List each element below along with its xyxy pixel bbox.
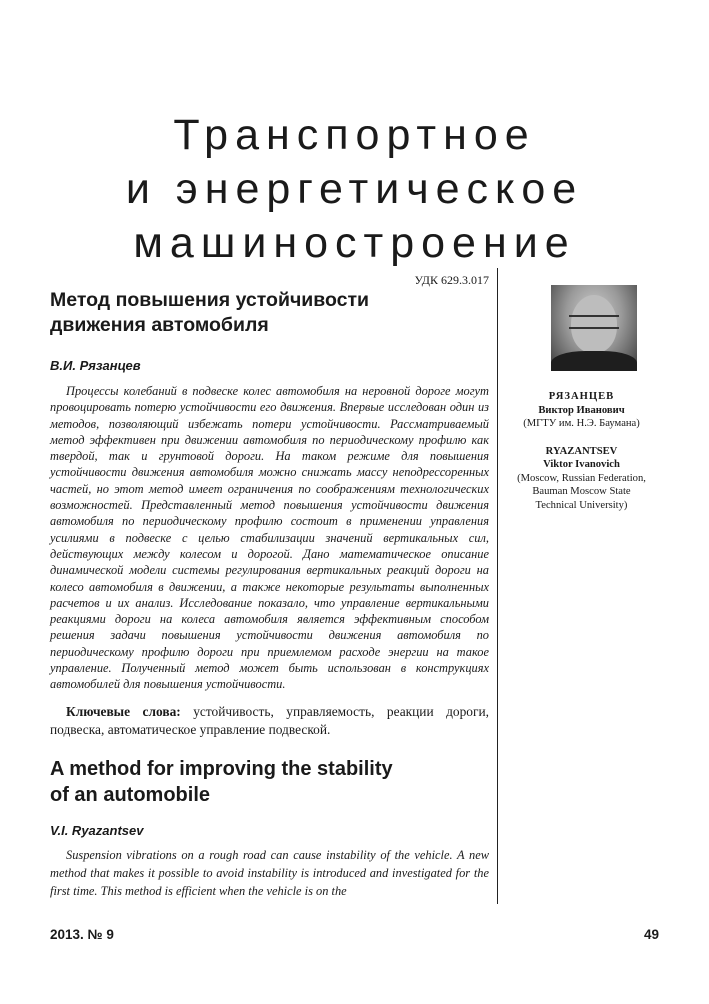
page-footer	[50, 927, 659, 947]
abstract-en: Suspension vibrations on a rough road can cause instability of the vehicle. A new method that makes it possible to avoid instability is introduced and investigated for the first time. This method is efficient when the vehicle is on the	[50, 847, 489, 899]
abstract-ru: Процессы колебаний в подвеске колес автомобиля на неровной дороге могут провоцировать потерю устойчивости его движения. Впервые исследован один из методов, позволяющий избежать потери устойчивости. Рассматриваемый метод эффективен при движении автомобиля по периодическому профилю как твердой, так и грунтовой дороги. На таком режиме для повышения устойчивости движения автомобиля можно снижать массу неподрессоренных частей, но этот метод имеет ограничения по соображениям технологических возможностей. Представленный метод повышения устойчивости движения автомобиля по периодическому профилю состоит в применении управления усилиями в подвеске с целью стабилизации значений вертикальных сил, действующих между колесом и дорогой. Дано математическое описание динамической модели системы регулирования вертикальных реакций дороги на колесо автомобиля в движении, а также некоторые результаты выполненных расчетов и их анализ. Исследование показало, что управление вертикальными реакциями дороги на колеса автомобиля является эффективным способом решения задачи повышения устойчивости движения автомобиля по периодическому профилю дороги при приемлемом расходе энергии на такое управление. Полученный метод может быть использован в конструкциях автомобилей для повышения устойчивости.	[50, 384, 489, 692]
author-ru: В.И. Рязанцев	[50, 358, 141, 373]
main-column	[50, 288, 489, 901]
column-divider	[497, 268, 498, 904]
section-title-line: Транспортное	[173, 111, 536, 159]
keywords-text: устойчивость, управляемость, реакции дороги, подвеска, автоматическое управление подвеской.	[50, 703, 489, 738]
author-given-ru: Виктор Иванович	[538, 404, 625, 416]
author-affiliation-en: Bauman Moscow State	[532, 486, 631, 497]
photo-shoulders	[551, 351, 637, 371]
article-title-line: движения автомобиля	[50, 314, 269, 336]
author-affiliation-ru: (МГТУ им. Н.Э. Баумана)	[523, 418, 640, 429]
author-en: V.I. Ryazantsev	[50, 822, 144, 838]
article-title-line: Метод повышения устойчивости	[50, 289, 370, 311]
article-title-en	[50, 756, 489, 808]
section-title-line: и энергетическое	[125, 165, 584, 213]
article-title-line: of an automobile	[50, 783, 210, 806]
author-surname-en: RYAZANTSEV	[545, 445, 618, 457]
photo-glasses	[569, 315, 619, 329]
author-photo	[551, 285, 637, 371]
page-number: 49	[643, 927, 659, 942]
author-given-en: Viktor Ivanovich	[543, 459, 620, 470]
issue-number: 2013. № 9	[50, 927, 114, 942]
article-title-line: A method for improving the stability	[50, 757, 393, 780]
author-surname-ru: РЯЗАНЦЕВ	[548, 391, 615, 402]
author-affiliation-en: (Moscow, Russian Federation,	[517, 472, 646, 484]
keywords-label: Ключевые слова:	[66, 703, 181, 719]
section-title	[40, 108, 669, 270]
section-title-line: машиностроение	[133, 219, 576, 267]
author-affiliation-en: Technical University)	[535, 499, 628, 511]
udk-code: УДК 629.3.017	[414, 273, 489, 287]
keywords-ru	[50, 703, 489, 740]
article-title-ru	[50, 288, 489, 338]
author-sidebar	[509, 285, 654, 512]
